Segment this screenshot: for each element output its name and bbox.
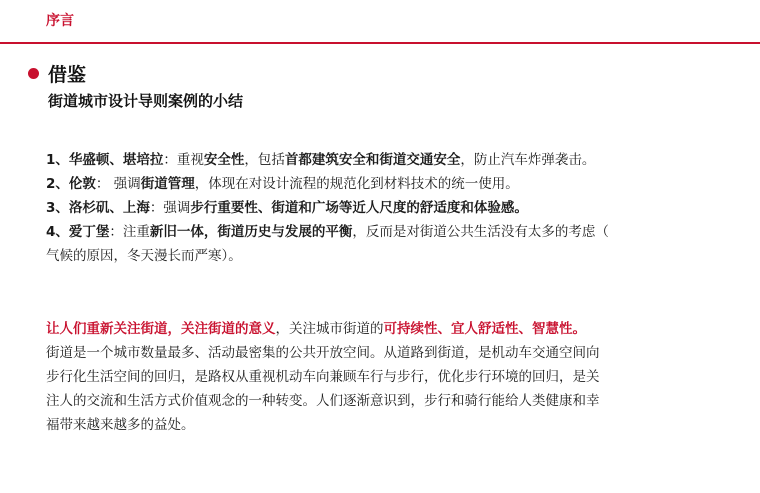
case-text: ：重视: [163, 152, 204, 168]
case-item-2: [46, 172, 736, 196]
case-item-3: [46, 196, 736, 220]
case-emphasis: 新旧一体，街道历史与发展的平衡: [149, 224, 353, 240]
summary-line: 注人的交流和生活方式价值观念的一种转变。人们逐渐意识到，步行和骑行能给人类健康和幸: [46, 393, 600, 409]
summary-line: 步行化生活空间的回归，是路权从重视机动车向兼顾车行与步行，优化步行环境的回归，是关: [46, 369, 600, 385]
case-text: ，防止汽车炸弹袭击。: [460, 152, 596, 168]
section-subtitle: 街道城市设计导则案例的小结: [48, 92, 244, 110]
case-list: [46, 148, 736, 268]
case-item-1: [46, 148, 736, 172]
page-header-title: 序言: [46, 13, 74, 29]
case-label: 1、华盛顿、堪培拉: [46, 152, 164, 168]
case-item-4-continued: 气候的原因，冬天漫长而严寒）。: [46, 248, 242, 264]
case-text: ：注重: [109, 224, 150, 240]
summary-highlight: 让人们重新关注街道，关注街道的意义: [46, 321, 276, 337]
case-text: ：强调: [149, 200, 191, 216]
case-emphasis: 首都建筑安全和街道交通安全: [284, 152, 461, 168]
case-text: ： 强调: [95, 176, 141, 192]
bullet-dot-icon: [28, 68, 39, 79]
case-emphasis: 街道管理: [140, 176, 195, 192]
summary-line: 街道是一个城市数量最多、活动最密集的公共开放空间。从道路到街道，是机动车交通空间向: [46, 345, 600, 361]
case-text: ，体现在对设计流程的规范化到材料技术的统一使用。: [194, 176, 519, 192]
summary-text: ，关注城市街道的: [275, 321, 384, 337]
case-label: 2、伦敦: [46, 176, 96, 192]
header-divider: [0, 42, 760, 44]
section-title: 借鉴: [48, 64, 87, 86]
summary-lead: [46, 317, 736, 341]
summary-block: [46, 317, 736, 437]
case-emphasis: 安全性: [203, 152, 245, 168]
case-emphasis: 步行重要性、街道和广场等近人尺度的舒适度和体验感。: [190, 200, 528, 216]
summary-line: 福带来越来越多的益处。: [46, 417, 195, 433]
case-item-4: [46, 220, 736, 244]
case-text: ，反而是对街道公共生活没有太多的考虑（: [352, 224, 609, 240]
case-text: ，包括: [244, 152, 285, 168]
summary-highlight: 可持续性、宜人舒适性、智慧性。: [383, 321, 586, 337]
case-label: 4、爱丁堡: [46, 224, 110, 240]
case-label: 3、洛杉矶、上海: [46, 200, 150, 216]
